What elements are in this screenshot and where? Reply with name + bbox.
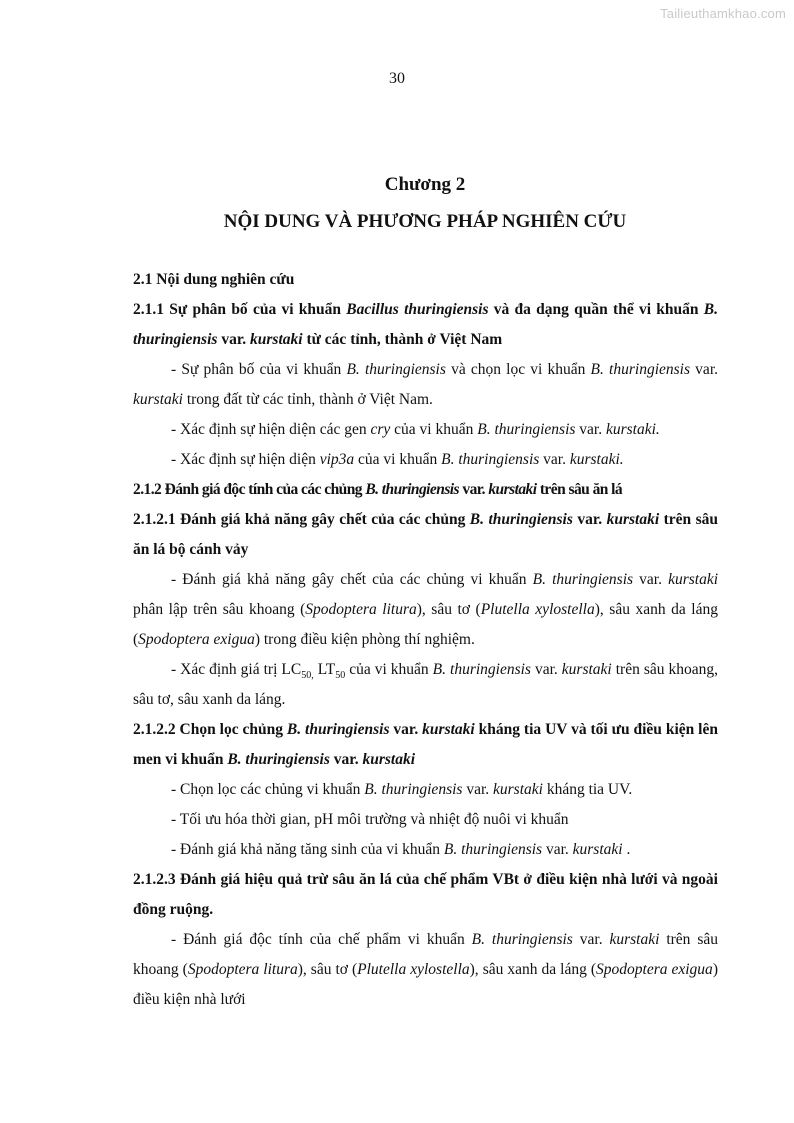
paragraph-optimization: - Tối ưu hóa thời gian, pH môi trường và nhiệt độ nuôi vi khuẩn (171, 811, 569, 828)
heading-2-1-2-1: 2.1.2.1 Đánh giá khả năng gây chết của các chủng B. thuringiensis var. kurstaki trên sâu ăn lá bộ cánh vảy (133, 511, 718, 558)
paragraph-net-house: - Đánh giá độc tính của chế phẩm vi khuẩn B. thuringiensis var. kurstaki trên sâu khoang (Spodoptera litura), sâu tơ (Plutella xylostella), sâu xanh da láng (Spodoptera exigua) điều kiện nhà lưới (133, 931, 718, 1008)
paragraph-distribution: - Sự phân bố của vi khuẩn B. thuringiensis và chọn lọc vi khuẩn B. thuringiensis var. kurstaki trong đất từ các tỉnh, thành ở Việt Nam. (133, 361, 718, 408)
paragraph-uv-selection: - Chọn lọc các chủng vi khuẩn B. thuringiensis var. kurstaki kháng tia UV. (171, 781, 633, 798)
chapter-label: Chương 2 (384, 174, 466, 195)
heading-2-1: 2.1 Nội dung nghiên cứu (133, 271, 295, 288)
heading-2-1-2-2: 2.1.2.2 Chọn lọc chủng B. thuringiensis var. kurstaki kháng tia UV và tối ưu điều kiện lên men vi khuẩn B. thuringiensis var. kurstaki (133, 721, 718, 768)
heading-2-1-2: 2.1.2 Đánh giá độc tính của các chủng B. thuringiensis var. kurstaki trên sâu ăn lá (133, 481, 623, 498)
heading-2-1-1: 2.1.1 Sự phân bố của vi khuẩn Bacillus thuringiensis và đa dạng quần thể vi khuẩn B. thuringiensis var. kurstaki từ các tỉnh, thành ở Việt Nam (133, 301, 718, 348)
watermark: Tailieuthamkhao.com (660, 6, 786, 21)
heading-2-1-2-3: 2.1.2.3 Đánh giá hiệu quả trừ sâu ăn lá của chế phẩm VBt ở điều kiện nhà lưới và ngoài đồng ruộng. (133, 871, 718, 918)
paragraph-vip3a: - Xác định sự hiện diện vip3a của vi khuẩn B. thuringiensis var. kurstaki. (171, 451, 624, 468)
paragraph-proliferation: - Đánh giá khả năng tăng sinh của vi khuẩn B. thuringiensis var. kurstaki . (171, 841, 631, 858)
chapter-title: NỘI DUNG VÀ PHƯƠNG PHÁP NGHIÊN CỨU (223, 211, 627, 232)
paragraph-lethality: - Đánh giá khả năng gây chết của các chủng vi khuẩn B. thuringiensis var. kurstaki phân lập trên sâu khoang (Spodoptera litura), sâu tơ (Plutella xylostella), sâu xanh da láng (Spodoptera exigua) trong điều kiện phòng thí nghiệm. (133, 571, 719, 648)
document-body (133, 265, 718, 1015)
page-number: 30 (389, 70, 405, 87)
paragraph-lc50-lt50: - Xác định giá trị $LC_{50,}$ $LT_{50}$ của vi khuẩn B. thuringiensis var. kurstaki trên sâu khoang, sâu tơ, sâu xanh da láng. (133, 661, 719, 708)
paragraph-cry-genes: - Xác định sự hiện diện các gen cry của vi khuẩn B. thuringiensis var. kurstaki. (171, 421, 660, 438)
